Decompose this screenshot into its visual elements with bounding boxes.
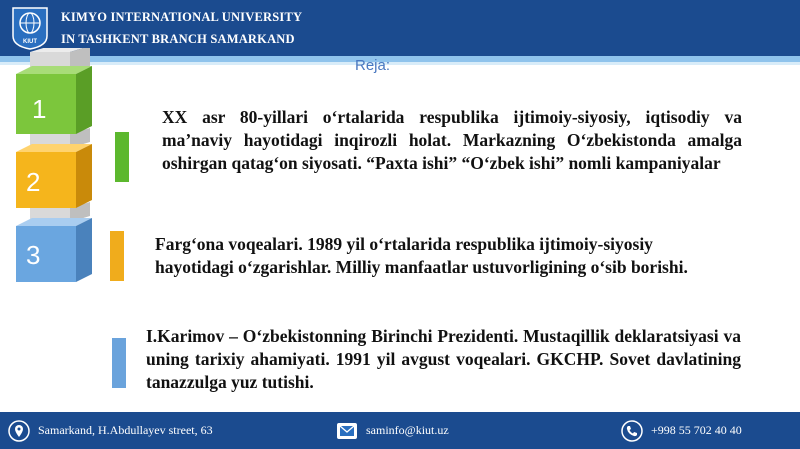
step-3-marker xyxy=(112,338,126,388)
location-pin-icon xyxy=(8,420,30,442)
block-1-number: 1 xyxy=(32,94,47,124)
envelope-icon xyxy=(336,420,358,442)
footer-address xyxy=(8,412,213,449)
footer-address-text: Samarkand, H.Abdullayev street, 63 xyxy=(38,423,213,437)
block-3-number: 3 xyxy=(26,240,41,270)
header-accent-stripe-light xyxy=(0,62,800,65)
footer-email[interactable] xyxy=(336,412,449,449)
step-1-marker xyxy=(115,132,129,182)
logo-text: KIUT xyxy=(23,39,37,45)
block-2-number: 2 xyxy=(26,167,41,197)
numbered-blocks-graphic xyxy=(10,48,100,288)
phone-icon xyxy=(621,420,643,442)
block-2 xyxy=(16,144,92,208)
footer-bar xyxy=(0,412,800,449)
block-1 xyxy=(16,66,92,134)
footer-phone[interactable] xyxy=(621,412,742,449)
header-bar xyxy=(0,0,800,56)
step-2-marker xyxy=(110,231,124,281)
university-name-line1: KIMYO INTERNATIONAL UNIVERSITY xyxy=(61,10,303,24)
footer-phone-text[interactable]: +998 55 702 40 40 xyxy=(651,423,742,437)
block-3 xyxy=(16,218,92,282)
step-2-text: Farg‘ona voqealari. 1989 yil o‘rtalarida respublika ijtimoiy-siyosiy hayotidagi o‘zgarishlar. Milliy manfaatlar ustuvorligining o‘sib borishi. xyxy=(155,234,688,277)
step-1-text: XX asr 80-yillari o‘rtalarida respublika ijtimoiy-siyosiy, iqtisodiy va ma’naviy hayotidagi inqirozli holat. Markazning O‘zbekistonda amalga oshirgan qatag‘on siyosati. “Paxta ishi” “O‘zbek ishi” nomli kampaniyalar xyxy=(162,107,742,173)
university-logo xyxy=(9,6,51,50)
slide-title: Reja: xyxy=(355,57,391,74)
footer-email-text[interactable]: saminfo@kiut.uz xyxy=(366,423,449,437)
university-name-line2: IN TASHKENT BRANCH SAMARKAND xyxy=(61,32,295,46)
step-3-text: I.Karimov – O‘zbekistonning Birinchi Prezidenti. Mustaqillik deklaratsiyasi va uning tarixiy ahamiyati. 1991 yil avgust voqealari. GKCHP. Sovet davlatining tanazzulga yuz tutishi. xyxy=(146,326,741,392)
